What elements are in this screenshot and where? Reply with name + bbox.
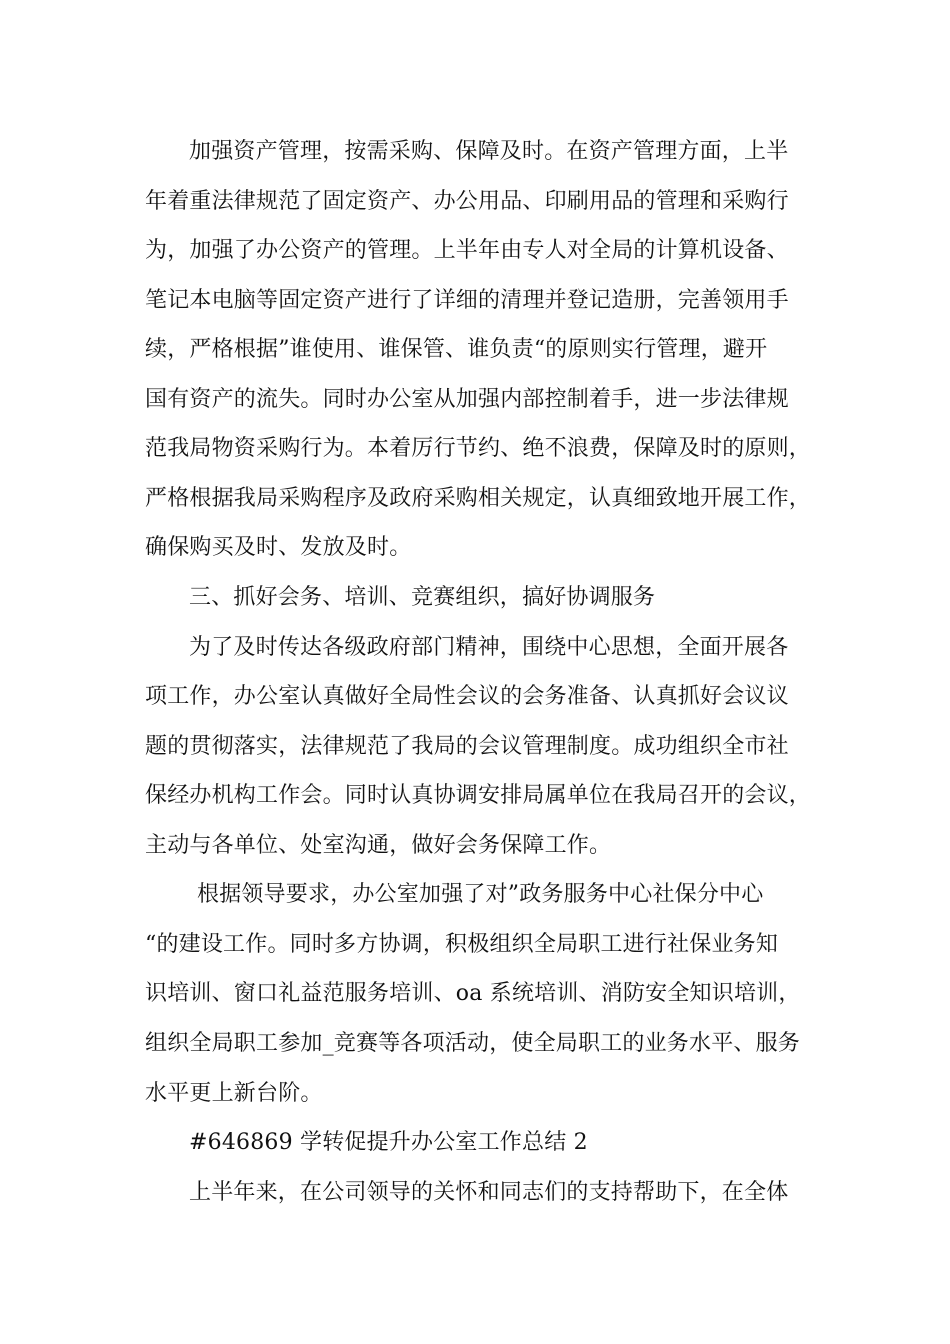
paragraph-line: 根据领导要求，办公室加强了对”政务服务中心社保分中心 [197, 882, 764, 907]
paragraph-line: 确保购买及时、发放及时。 [145, 535, 412, 560]
paragraph-line: 国有资产的流失。同时办公室从加强内部控制着手，进一步法律规 [145, 387, 789, 412]
paragraph-line: 组织全局职工参加_竞赛等各项活动，使全局职工的业务水平、服务 [145, 1031, 801, 1056]
paragraph-line: 笔记本电脑等固定资产进行了详细的清理并登记造册，完善领用手 [145, 288, 789, 313]
paragraph-line: 为，加强了办公资产的管理。上半年由专人对全局的计算机设备、 [145, 238, 789, 263]
paragraph-line: 上半年来，在公司领导的关怀和同志们的支持帮助下，在全体 [189, 1180, 789, 1205]
paragraph-line: 题的贯彻落实，法律规范了我局的会议管理制度。成功组织全市社 [145, 734, 789, 759]
paragraph-line: 年着重法律规范了固定资产、办公用品、印刷用品的管理和采购行 [145, 189, 789, 214]
paragraph-line: 识培训、窗口礼益范服务培训、oa 系统培训、消防安全知识培训， [145, 981, 801, 1006]
paragraph-line: 保经办机构工作会。同时认真协调安排局属单位在我局召开的会议， [145, 783, 812, 808]
paragraph-line: 严格根据我局采购程序及政府采购相关规定，认真细致地开展工作， [145, 486, 812, 511]
paragraph-line: 续，严格根据”谁使用、谁保管、谁负责“的原则实行管理，避开 [145, 337, 768, 362]
section-title: #646869 学转促提升办公室工作总结 2 [189, 1130, 588, 1155]
paragraph-line: 主动与各单位、处室沟通，做好会务保障工作。 [145, 833, 612, 858]
paragraph-line: 加强资产管理，按需采购、保障及时。在资产管理方面，上半 [189, 139, 789, 164]
paragraph-line: 项工作，办公室认真做好全局性会议的会务准备、认真抓好会议议 [145, 684, 789, 709]
paragraph-line: 范我局物资采购行为。本着厉行节约、绝不浪费，保障及时的原则， [145, 436, 812, 461]
section-heading: 三、抓好会务、培训、竞赛组织，搞好协调服务 [189, 585, 656, 610]
paragraph-line: 为了及时传达各级政府部门精神，围绕中心思想，全面开展各 [189, 635, 789, 660]
paragraph-line: 水平更上新台阶。 [145, 1081, 323, 1106]
paragraph-line: “的建设工作。同时多方协调，积极组织全局职工进行社保业务知 [145, 932, 779, 957]
